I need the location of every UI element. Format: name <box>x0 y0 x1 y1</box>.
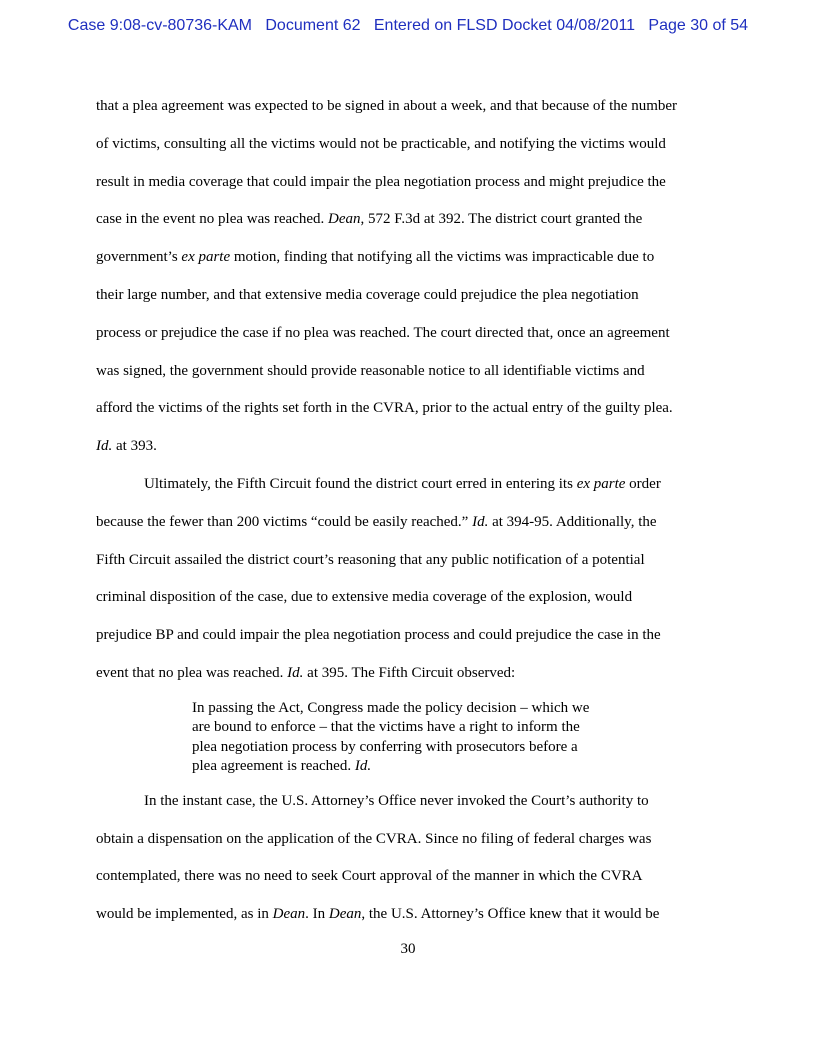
text-line: their large number, and that extensive media coverage could prejudice the plea negotiation <box>96 286 639 303</box>
text-line: Fifth Circuit assailed the district court’s reasoning that any public notification of a potential <box>96 551 645 568</box>
text-span: order <box>625 475 661 492</box>
page-body <box>96 88 720 934</box>
page-number: 30 <box>400 941 416 957</box>
text-span: case in the event no plea was reached. <box>96 211 328 228</box>
id-citation: Id. <box>96 438 113 455</box>
text-line: that a plea agreement was expected to be signed in about a week, and that because of the number <box>96 98 678 114</box>
text-line: process or prejudice the case if no plea was reached. The court directed that, once an agreement <box>96 324 670 341</box>
document-number: Document 62 <box>265 17 361 34</box>
paragraph-1 <box>96 88 720 466</box>
text-line <box>96 466 720 504</box>
text-span: because the fewer than 200 victims “could be easily reached.” <box>96 513 473 530</box>
text-line <box>96 896 720 934</box>
case-number: Case 9:08-cv-80736-KAM <box>67 17 253 34</box>
quote-line: In passing the Act, Congress made the policy decision – which we <box>192 699 590 716</box>
case-citation: Dean <box>328 906 362 923</box>
id-citation: Id. <box>287 664 304 681</box>
text-line: criminal disposition of the case, due to extensive media coverage of the explosion, would <box>96 589 633 606</box>
text-line <box>96 239 720 277</box>
text-line: afford the victims of the rights set forth in the CVRA, prior to the actual entry of the guilty plea. <box>96 400 673 417</box>
text-line: of victims, consulting all the victims would not be practicable, and notifying the victims would <box>96 135 666 152</box>
block-quote <box>192 693 632 783</box>
quote-line <box>192 757 632 777</box>
text-line <box>96 428 720 466</box>
paragraph-3 <box>96 783 720 934</box>
text-span: at 395. The Fifth Circuit observed: <box>303 664 516 681</box>
text-span: at 394-95. Additionally, the <box>488 513 657 530</box>
text-span: motion, finding that notifying all the victims was impracticable due to <box>230 249 655 266</box>
id-citation: Id. <box>472 513 489 530</box>
latin-term: ex parte <box>576 475 626 492</box>
docket-header <box>0 17 816 35</box>
quote-line: are bound to enforce – that the victims have a right to inform the <box>192 719 580 736</box>
text-line <box>96 201 720 239</box>
text-line: obtain a dispensation on the application of the CVRA. Since no filing of federal charges was <box>96 830 652 847</box>
text-span: at 393. <box>112 438 157 455</box>
text-line: contemplated, there was no need to seek Court approval of the manner in which the CVRA <box>96 868 643 885</box>
page-indicator: Page 30 of 54 <box>648 17 749 34</box>
text-span: plea agreement is reached. <box>192 758 355 775</box>
text-line: result in media coverage that could impair the plea negotiation process and might prejudice the <box>96 173 666 190</box>
text-line: was signed, the government should provide reasonable notice to all identifiable victims and <box>96 362 645 379</box>
text-line: prejudice BP and could impair the plea negotiation process and could prejudice the case in the <box>96 627 661 644</box>
case-citation: Dean <box>272 906 306 923</box>
text-span: government’s <box>96 249 182 266</box>
text-span: , the U.S. Attorney’s Office knew that it would be <box>361 906 660 923</box>
text-span: would be implemented, as in <box>96 906 273 923</box>
id-citation: Id. <box>354 758 372 775</box>
latin-term: ex parte <box>181 249 231 266</box>
paragraph-2 <box>96 466 720 693</box>
text-span: . In <box>305 906 329 923</box>
text-line: In the instant case, the U.S. Attorney’s Office never invoked the Court’s authority to <box>144 792 649 809</box>
text-span: event that no plea was reached. <box>96 664 288 681</box>
quote-line: plea negotiation process by conferring with prosecutors before a <box>192 738 578 755</box>
case-citation: Dean <box>327 211 361 228</box>
docket-entry: Entered on FLSD Docket 04/08/2011 <box>373 17 636 34</box>
text-line <box>96 655 720 693</box>
text-line <box>96 504 720 542</box>
text-span: , 572 F.3d at 392. The district court granted the <box>360 211 643 228</box>
text-span: Ultimately, the Fifth Circuit found the district court erred in entering its <box>144 475 577 492</box>
